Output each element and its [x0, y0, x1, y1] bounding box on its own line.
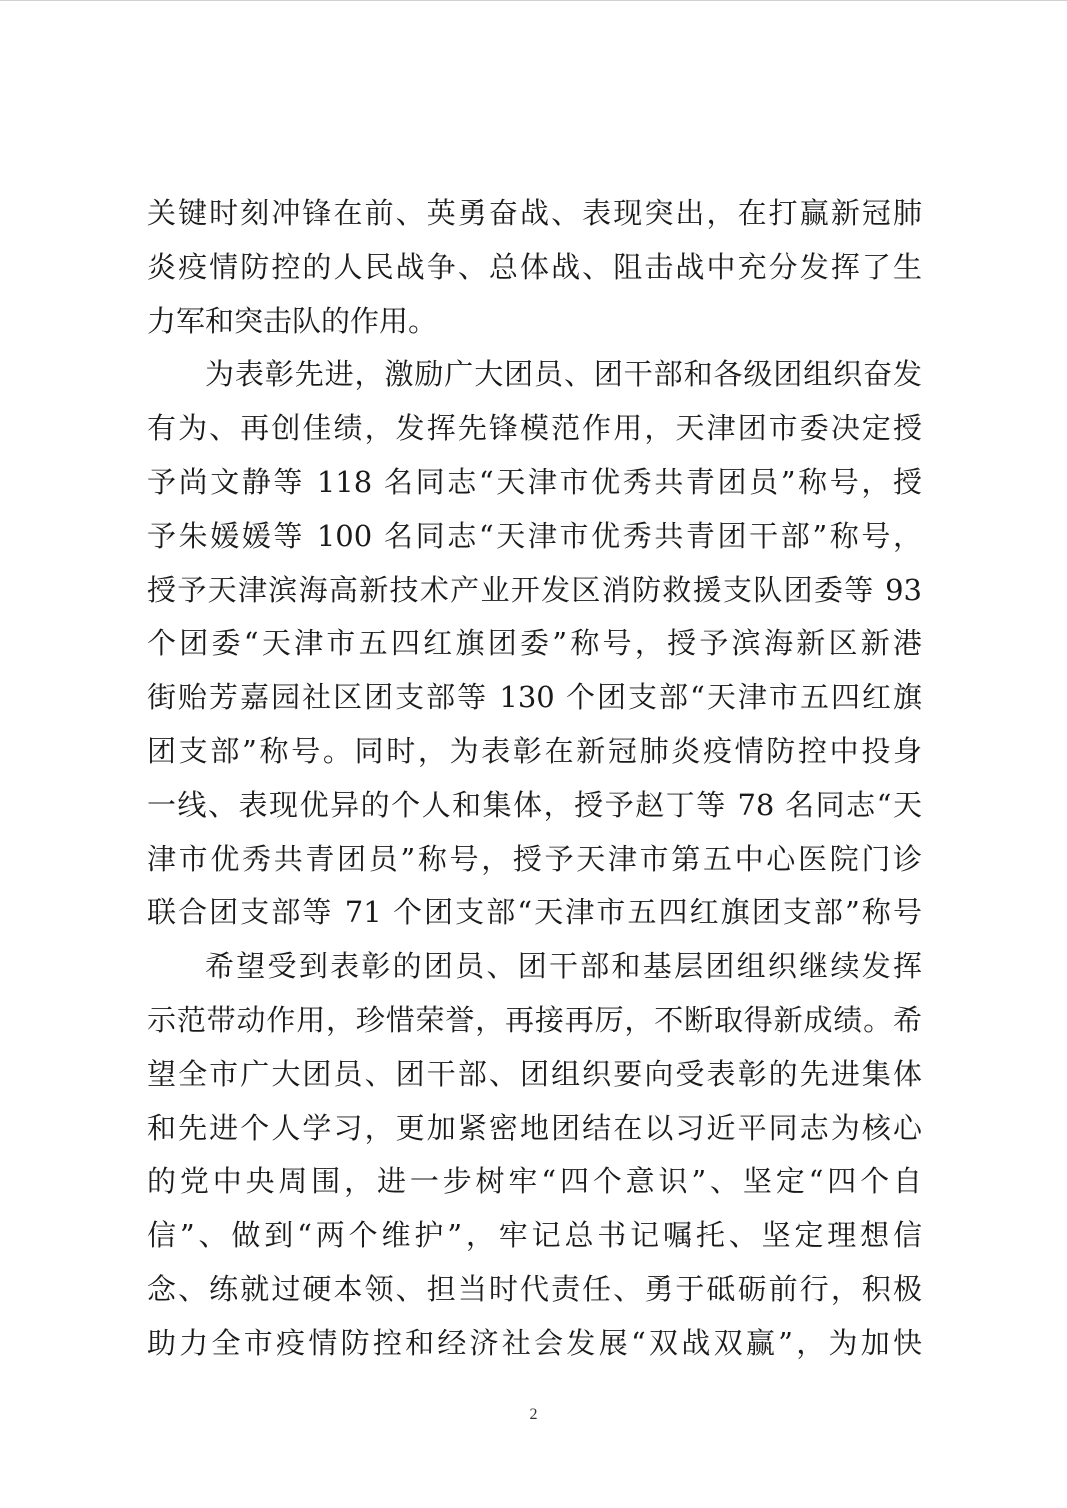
- text-line: 念、练就过硬本领、担当时代责任、勇于砥砺前行，积极: [147, 1271, 922, 1306]
- text-line: 联合团支部等 71 个团支部“天津市五四红旗团支部”称号: [147, 895, 922, 930]
- text-line: 团支部”称号。同时，为表彰在新冠肺炎疫情防控中投身: [147, 733, 922, 768]
- text-line: 望全市广大团员、团干部、团组织要向受表彰的先进集体: [147, 1056, 922, 1091]
- text-line: 示范带动作用，珍惜荣誉，再接再厉，不断取得新成绩。希: [147, 1002, 922, 1037]
- text-line: 助力全市疫情防控和经济社会发展“双战双赢”，为加快: [147, 1325, 922, 1360]
- text-line: 的党中央周围，进一步树牢“四个意识”、坚定“四个自: [147, 1164, 922, 1199]
- page-number: 2: [529, 1406, 538, 1423]
- text-line: 授予天津滨海高新技术产业开发区消防救援支队团委等 93: [147, 572, 922, 607]
- text-line: 关键时刻冲锋在前、英勇奋战、表现突出，在打赢新冠肺: [147, 196, 922, 230]
- text-line: 个团委“天津市五四红旗团委”称号，授予滨海新区新港: [147, 626, 922, 661]
- text-line: 予朱媛媛等 100 名同志“天津市优秀共青团干部”称号，: [147, 518, 922, 553]
- text-line: 街贻芳嘉园社区团支部等 130 个团支部“天津市五四红旗: [147, 680, 922, 715]
- text-line: 希望受到表彰的团员、团干部和基层团组织继续发挥: [205, 949, 922, 984]
- text-line: 炎疫情防控的人民战争、总体战、阻击战中充分发挥了生: [147, 249, 922, 284]
- text-line: 为表彰先进，激励广大团员、团干部和各级团组织奋发: [205, 357, 922, 392]
- text-line: 予尚文静等 118 名同志“天津市优秀共青团员”称号，授: [147, 464, 922, 499]
- text-line: 有为、再创佳绩，发挥先锋模范作用，天津团市委决定授: [147, 411, 922, 446]
- text-line: 津市优秀共青团员”称号，授予天津市第五中心医院门诊: [147, 841, 922, 876]
- text-line: 和先进个人学习，更加紧密地团结在以习近平同志为核心: [147, 1110, 922, 1145]
- text-line: 一线、表现优异的个人和集体，授予赵丁等 78 名同志“天: [147, 787, 922, 822]
- text-line: 信”、做到“两个维护”，牢记总书记嘱托、坚定理想信: [147, 1218, 922, 1253]
- text-line: 力军和突击队的作用。: [147, 303, 438, 338]
- document-body: [147, 187, 922, 1371]
